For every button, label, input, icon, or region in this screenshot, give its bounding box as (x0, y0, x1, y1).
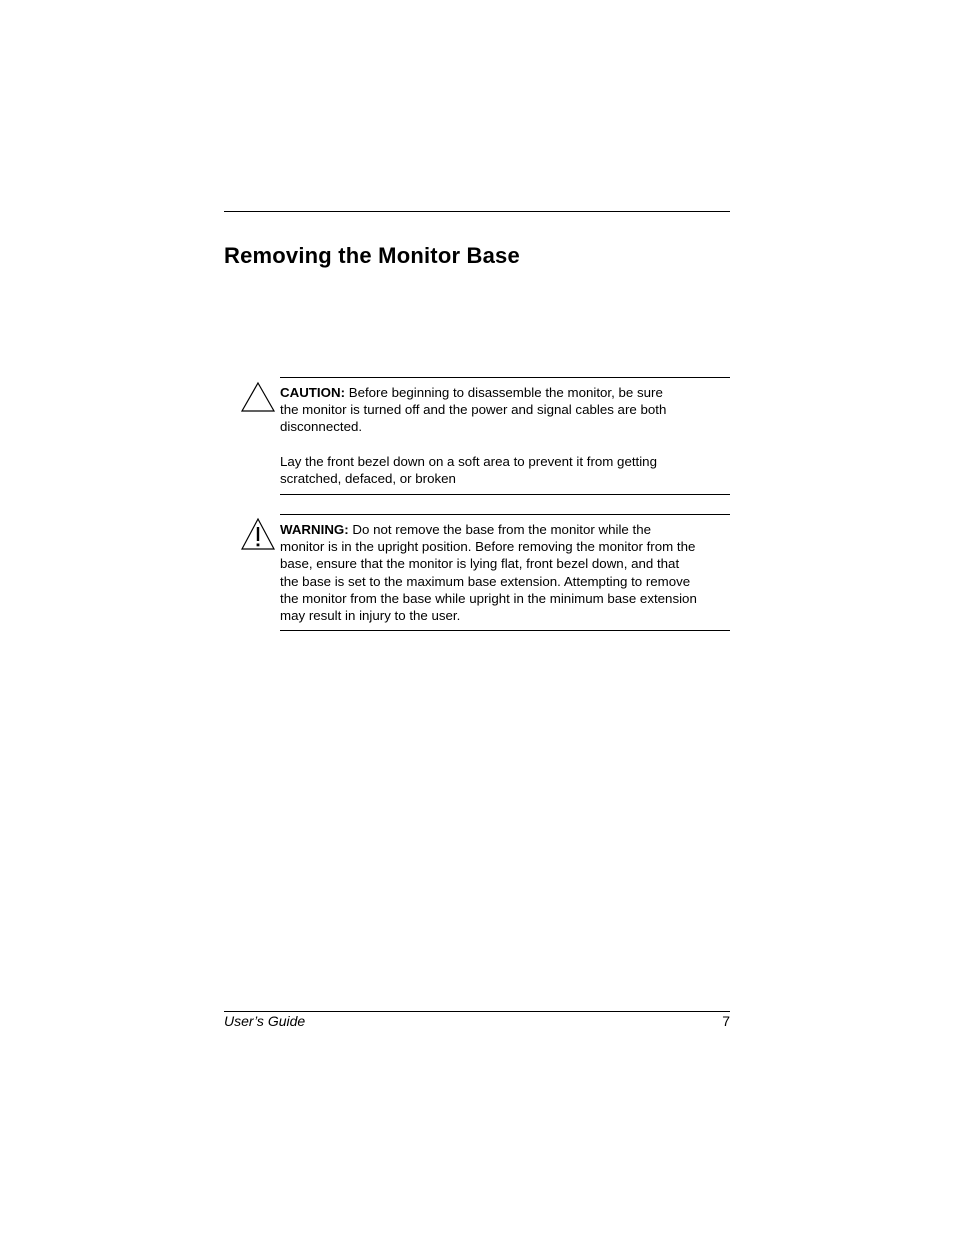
warning-paragraph (280, 521, 698, 624)
page-title: Removing the Monitor Base (224, 243, 520, 268)
warning-top-rule (280, 514, 730, 515)
caution-bottom-rule (280, 494, 730, 495)
caution-paragraph (280, 384, 685, 436)
warning-triangle-icon (240, 517, 276, 551)
top-rule (224, 211, 730, 212)
warning-text: Do not remove the base from the monitor while the monitor is in the upright position. Before removing the monitor from the base, ensure that the monitor is lying flat, front bezel down, and that the base is set to the maximum base extension. Attempting to remove the monitor from the base while upright in the minimum base extension may result in injury to the user. (280, 522, 697, 624)
caution-paragraph-2: Lay the front bezel down on a soft area to prevent it from getting scratched, defaced, or broken (280, 453, 657, 486)
caution-label: CAUTION: (280, 385, 345, 400)
footer-title: User’s Guide (224, 1013, 306, 1029)
warning-bottom-rule (280, 630, 730, 631)
warning-label: WARNING: (280, 522, 349, 537)
caution-top-rule (280, 377, 730, 378)
caution-notice (280, 377, 730, 495)
caution-text: Before beginning to disassemble the monitor, be sure the monitor is turned off and the power and signal cables are both disconnected. (280, 385, 667, 435)
page-number: 7 (722, 1013, 730, 1029)
caution-triangle-icon (240, 381, 276, 413)
warning-notice (280, 514, 730, 631)
footer-rule (224, 1011, 730, 1012)
